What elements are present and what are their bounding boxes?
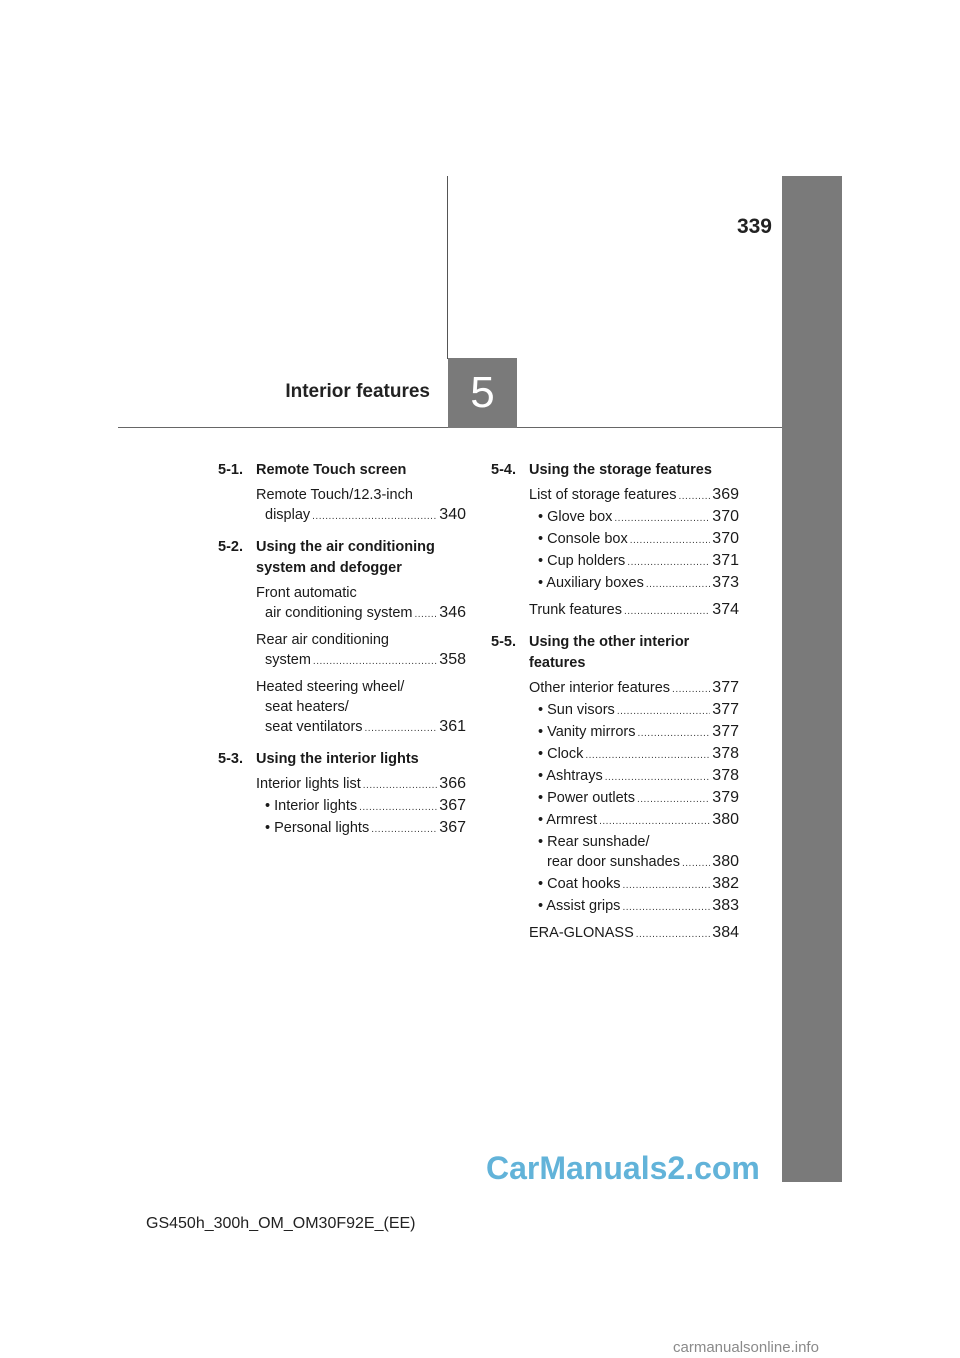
chapter-number-box: 5 (448, 358, 517, 428)
leader-dots (313, 652, 437, 672)
page-ref[interactable]: 371 (712, 552, 739, 569)
subentry-row (538, 551, 739, 573)
page-ref[interactable]: 370 (712, 530, 739, 547)
page-ref[interactable]: 370 (712, 508, 739, 525)
leader-dots (415, 605, 438, 625)
section-number: 5-1. (218, 462, 243, 478)
subentry-row (538, 896, 739, 918)
page-ref[interactable]: 369 (712, 486, 739, 503)
page-ref[interactable]: 367 (439, 797, 466, 814)
entry-row (256, 774, 466, 796)
subentry-text: • Assist grips (538, 898, 621, 914)
entry-row (529, 923, 739, 945)
entry-text: Other interior features (529, 680, 671, 696)
subentry-text: • Cup holders (538, 553, 626, 569)
entry-row (529, 678, 739, 700)
subentry-row (538, 573, 739, 595)
subentry-row (265, 818, 466, 840)
subentry-text: • Armrest (538, 812, 598, 828)
section-title-line: system and defogger (256, 560, 402, 576)
toc-entry[interactable] (256, 630, 466, 672)
subentry-text: • Vanity mirrors (538, 724, 636, 740)
page-ref[interactable]: 373 (712, 574, 739, 591)
toc-column-right (491, 460, 739, 950)
toc-entry[interactable] (256, 677, 466, 739)
page-ref[interactable]: 346 (439, 604, 466, 621)
section-title-line: Using the storage features (529, 462, 712, 478)
section-title-line: Using the air conditioning (256, 539, 435, 555)
section-title-line: Remote Touch screen (256, 462, 407, 478)
page-ref[interactable]: 379 (712, 789, 739, 806)
leader-dots (627, 553, 710, 573)
toc-subentry[interactable] (538, 788, 739, 810)
subentry-text: • Glove box (538, 509, 613, 525)
toc-entry[interactable] (529, 485, 739, 595)
document-code: GS450h_300h_OM_OM30F92E_(EE) (146, 1215, 416, 1232)
subentry-text: • Power outlets (538, 790, 635, 806)
subentry-row (538, 744, 739, 766)
toc-subentry[interactable] (265, 818, 466, 840)
page-ref[interactable]: 380 (712, 811, 739, 828)
leader-dots (599, 812, 710, 832)
leader-dots (312, 507, 437, 527)
section-heading[interactable] (218, 537, 466, 579)
entry-text: ERA-GLONASS (529, 925, 634, 941)
section-heading[interactable] (491, 632, 739, 674)
page-number: 339 (736, 215, 772, 238)
leader-dots (637, 724, 710, 744)
subentry-row (538, 810, 739, 832)
section-title (256, 749, 466, 770)
toc-entry[interactable] (256, 485, 466, 527)
toc-subentry[interactable] (265, 796, 466, 818)
subentry-text: • Auxiliary boxes (538, 575, 644, 591)
leader-dots (682, 854, 710, 874)
subentry-row (538, 529, 739, 551)
subentry-text: • Personal lights (265, 820, 370, 836)
entry-text: Trunk features (529, 602, 622, 618)
leader-dots (614, 509, 710, 529)
subentry-text: • Interior lights (265, 798, 358, 814)
page-ref[interactable]: 374 (712, 601, 739, 618)
toc-subentry[interactable] (538, 832, 739, 874)
entry-text: Rear air conditioning (256, 632, 389, 648)
subentry-text: • Coat hooks (538, 876, 621, 892)
leader-dots (679, 487, 711, 507)
entry-text: system (265, 652, 311, 668)
entry-row (256, 650, 466, 672)
subentry-row (538, 507, 739, 529)
page-ref[interactable]: 366 (439, 775, 466, 792)
section-number: 5-2. (218, 539, 243, 555)
section-number: 5-5. (491, 634, 516, 650)
section-title-line: features (529, 655, 586, 671)
leader-dots (637, 790, 710, 810)
leader-dots (605, 768, 711, 788)
section-heading[interactable] (218, 460, 466, 481)
page-ref[interactable]: 380 (712, 853, 739, 870)
entry-text: air conditioning system (265, 605, 413, 621)
section-title (529, 460, 739, 481)
toc-subentry[interactable] (538, 573, 739, 595)
leader-dots (365, 719, 438, 739)
section-title-line: Using the interior lights (256, 751, 419, 767)
section-title (256, 537, 466, 579)
section-number: 5-4. (491, 462, 516, 478)
entry-row (256, 603, 466, 625)
section-title (256, 460, 466, 481)
page-ref[interactable]: 361 (439, 718, 466, 735)
subentry-text: • Rear sunshade/ (538, 834, 650, 850)
header-divider-vertical (447, 176, 448, 359)
page-ref[interactable]: 377 (712, 679, 739, 696)
leader-dots (622, 898, 710, 918)
subentry-row (265, 796, 466, 818)
entry-text: Front automatic (256, 585, 357, 601)
section-title-line: Using the other interior (529, 634, 690, 650)
leader-dots (585, 746, 710, 766)
toc-entry[interactable] (529, 923, 739, 945)
page-ref[interactable]: 378 (712, 745, 739, 762)
entry-row (256, 717, 466, 739)
toc-entry[interactable] (256, 583, 466, 625)
entry-text: seat ventilators (265, 719, 363, 735)
entry-row (529, 600, 739, 622)
page-ref[interactable]: 358 (439, 651, 466, 668)
page-ref[interactable]: 378 (712, 767, 739, 784)
subentry-row (538, 700, 739, 722)
entry-text: Heated steering wheel/ (256, 679, 405, 695)
section-number: 5-3. (218, 751, 243, 767)
watermark-carmanualsonline[interactable]: carmanualsonline.info (673, 1339, 819, 1356)
entry-text: seat heaters/ (265, 699, 349, 715)
toc-column-left (218, 460, 466, 845)
page-ref[interactable]: 367 (439, 819, 466, 836)
entry-row (256, 505, 466, 527)
page-ref[interactable]: 340 (439, 506, 466, 523)
toc-entry[interactable] (529, 678, 739, 918)
leader-dots (617, 702, 710, 722)
section-heading[interactable] (491, 460, 739, 481)
toc-subentry[interactable] (538, 507, 739, 529)
toc-subentry[interactable] (538, 722, 739, 744)
leader-dots (363, 776, 438, 796)
page-ref[interactable]: 377 (712, 701, 739, 718)
subentry-text: • Ashtrays (538, 768, 603, 784)
subentry-row (538, 874, 739, 896)
leader-dots (622, 876, 710, 896)
subentry-row (538, 766, 739, 788)
chapter-side-tab (782, 176, 842, 1182)
page-ref[interactable]: 382 (712, 875, 739, 892)
subentry-row (538, 788, 739, 810)
subentry-text: • Console box (538, 531, 628, 547)
entry-text: Remote Touch/12.3-inch (256, 487, 413, 503)
page-ref[interactable]: 383 (712, 897, 739, 914)
leader-dots (624, 602, 710, 622)
chapter-title: Interior features (285, 381, 430, 402)
toc-entry[interactable] (529, 600, 739, 622)
toc-subentry[interactable] (538, 766, 739, 788)
entry-text: List of storage features (529, 487, 677, 503)
toc-subentry[interactable] (538, 529, 739, 551)
toc-subentry[interactable] (538, 874, 739, 896)
leader-dots (646, 575, 710, 595)
toc-subentry[interactable] (538, 744, 739, 766)
leader-dots (371, 820, 437, 840)
section-title (529, 632, 739, 674)
toc-entry[interactable] (256, 774, 466, 840)
toc-subentry[interactable] (538, 810, 739, 832)
watermark-carmanuals2[interactable]: CarManuals2.com (486, 1150, 760, 1186)
toc-subentry[interactable] (538, 700, 739, 722)
toc-subentry[interactable] (538, 551, 739, 573)
toc-subentry[interactable] (538, 896, 739, 918)
entry-text: Interior lights list (256, 776, 361, 792)
subentry-text: • Clock (538, 746, 584, 762)
page-ref[interactable]: 384 (712, 924, 739, 941)
section-heading[interactable] (218, 749, 466, 770)
subentry-text: • Sun visors (538, 702, 615, 718)
leader-dots (672, 680, 710, 700)
subentry-row (538, 852, 739, 874)
leader-dots (630, 531, 711, 551)
subentry-text: rear door sunshades (547, 854, 680, 870)
subentry-row (538, 722, 739, 744)
entry-text: display (265, 507, 311, 523)
leader-dots (636, 925, 711, 945)
page-ref[interactable]: 377 (712, 723, 739, 740)
leader-dots (359, 798, 437, 818)
entry-row (529, 485, 739, 507)
